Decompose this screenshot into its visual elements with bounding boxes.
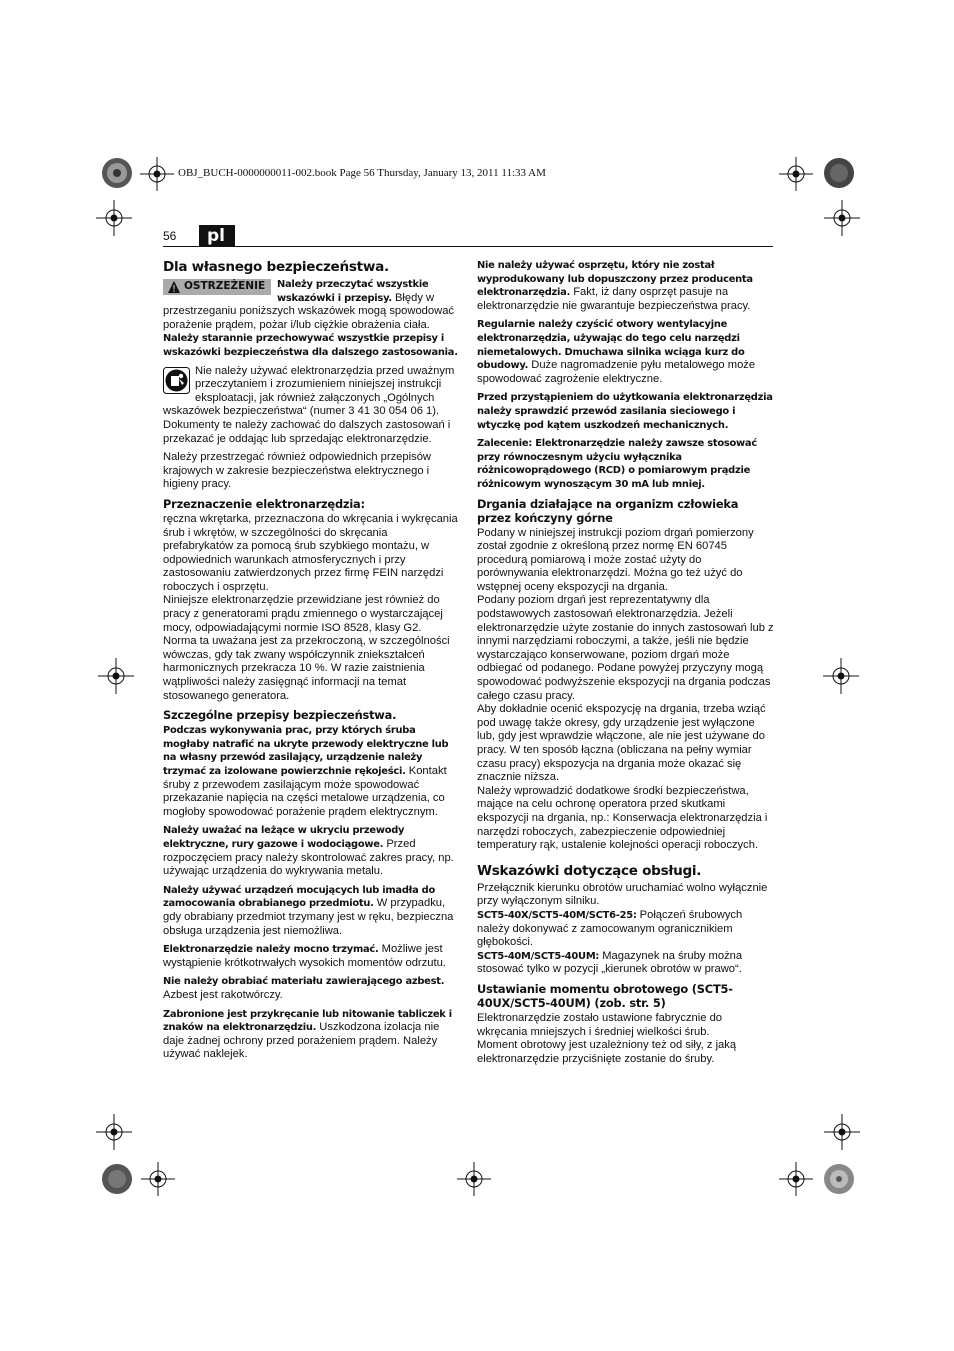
registration-mark-right-mid	[823, 658, 859, 694]
rule-3-bold: Należy używać urządzeń mocujących lub imadła do zamocowania obrabianego przedmiotu.	[163, 884, 436, 910]
registration-mark-tl-rosette	[100, 156, 134, 190]
warning-bold-text: Należy przeczytać wszystkie wskazówki i przepisy.	[277, 279, 429, 304]
vibration-text-4: Należy wprowadzić dodatkowe środki bezpieczeństwa, mające na celu ochronę operatora przed skutkami ekspozycji na drgania, np.: Konserwacja elektronarzędzia i narzędzi roboczych, zabezpieczenie odpowiedniej temperatury rąk, ustalenie kolejności operacji roboczych.	[477, 784, 768, 852]
registration-mark-left-mid	[98, 658, 134, 694]
vibration-text-2: Podany poziom drgań jest reprezentatywny dla podstawowych zastosowań elektronarzędzia. Jeżeli elektronarzędzie użyte zostanie do innych zastosowań lub z innymi narzędziami roboczymi, a także, jeśli nie będzie wystarczająco konserwowane, poziom drgań może odbiegać od podanego. Podane powyżej przyczyny mogą spowodować podwyższenie ekspozycji na drgania podczas całego czasu pracy.	[477, 594, 774, 702]
heading-safety: Dla własnego bezpieczeństwa.	[163, 259, 389, 275]
operation-text-1: Przełącznik kierunku obrotów uruchamiać wolno wyłącznie przy wyłączonym silniku.	[477, 881, 768, 908]
warning-block	[163, 278, 458, 332]
registration-mark-bl-crosshair	[141, 1162, 175, 1196]
warning-triangle-icon	[167, 280, 181, 294]
rule-6-text: Uszkodzona izolacja nie daje żadnej ochrony przed porażeniem prądem. Należy używać naklejek.	[163, 1021, 440, 1061]
rule-6-bold: Zabronione jest przykręcanie lub nitowanie tabliczek i znaków na elektronarzędziu.	[163, 1008, 452, 1034]
purpose-text: ręczna wkrętarka, przeznaczona do wkręcania i wykręcania śrub i wkrętów, w szczególności do skręcania prefabrykatów za pomocą śrub szybkiego montażu, w odpowiednich warunkach atmosferycznych i przy zastosowaniu zatwierdzonych przez firmę FEIN narzędzi roboczych i osprzętu.	[163, 512, 458, 593]
national-rules-text: Należy przestrzegać również odpowiednich przepisów krajowych w zakresie bezpieczeństwa elektrycznego i higieny pracy.	[163, 451, 432, 491]
registration-mark-tl-crosshair	[140, 157, 174, 191]
warning-badge	[163, 279, 271, 295]
registration-mark-tr-rosette	[822, 156, 856, 190]
heading-purpose: Przeznaczenie elektronarzędzia:	[163, 496, 365, 511]
manual-text: Nie należy używać elektronarzędzia przed uważnym przeczytaniem i zrozumieniem niniejszej instrukcji eksploatacji, jak również załączonych „Ogólnych wskazówek bezpieczeństwa“ (numer 3 41 30 054 06 1). Dokumenty te należy zachować do dalszych zastosowań i przekazać je oddając lub sprzedając elektronarzędzie.	[163, 364, 455, 445]
registration-mark-left-top	[96, 200, 132, 236]
rule-7-text: Fakt, iż dany osprzęt pasuje na elektronarzędzie nie gwarantuje bezpieczeństwa pracy.	[477, 286, 751, 312]
rule-2-bold: Należy uważać na leżące w ukryciu przewody elektryczne, rury gazowe i wodociągowe.	[163, 825, 405, 850]
print-header-line: OBJ_BUCH-0000000011-002.book Page 56 Thursday, January 13, 2011 11:33 AM	[178, 167, 546, 179]
rule-7-bold: Nie należy używać osprzętu, który nie został wyprodukowany lub dopuszczony przez producenta elektronarzędzia.	[477, 260, 753, 299]
warning-label: OSTRZEŻENIE	[184, 280, 266, 293]
operation-text-2: Połączeń śrubowych należy dokonywać z zamocowanym ogranicznikiem głębokości.	[477, 908, 743, 949]
header-rule	[163, 246, 773, 247]
torque-text-2: Moment obrotowy jest uzależniony też od siły, z jaką elektronarzędzie przyciśnięte zostanie do śruby.	[477, 1039, 737, 1065]
torque-text-1: Elektronarzędzie zostało ustawione fabrycznie do wkręcania mniejszych i średniej wielkości śrub.	[477, 1011, 723, 1038]
operation-text-3: Magazynek na śruby można stosować tylko w pozycji „kierunek obrotów w prawo“.	[477, 949, 743, 976]
registration-mark-tr-crosshair	[779, 157, 813, 191]
language-tab: pl	[199, 225, 235, 247]
heading-torque: Ustawianie momentu obrotowego (SCT5-40UX/SCT5-40UM) (zob. str. 5)	[477, 981, 733, 1010]
rule-8-bold: Regularnie należy czyścić otwory wentylacyjne elektronarzędzia, używając do tego celu narzędzi niemetalowych. Dmuchawa silnika wciąga kurz do obudowy.	[477, 319, 745, 372]
vibration-text-3: Aby dokładnie ocenić ekspozycję na drgania, trzeba wziąć pod uwagę także okresy, gdy urządzenie jest wyłączone lub, gdy jest wprawdzie włączone, ale nie jest używane do pracy. W ten sposób łączna (obliczana na pełny wymiar czasu pracy) ekspozycja na drgania może okazać się znacznie niższa.	[477, 703, 766, 784]
generator-text: Niniejsze elektronarzędzie przewidziane jest również do pracy z generatorami prądu zmiennego o wystarczającej mocy, odpowiadającymi normie ISO 8528, klasy G2. Norma ta uważana jest za przekroczoną, w szczególności wówczas, gdy tak zwany współczynnik zniekształceń harmonicznych przekracza 10 %. W razie zaistnienia wątpliwości należy zasięgnąć informacji na temat stosowanego generatora.	[163, 594, 450, 702]
registration-mark-br-rosette	[822, 1162, 856, 1196]
page-number: 56	[163, 229, 177, 243]
keep-instructions-text: Należy starannie przechowywać wszystkie przepisy i wskazówki bezpieczeństwa dla dalszego zastosowania.	[163, 333, 458, 358]
warning-text: Błędy w przestrzeganiu poniższych wskazówek mogą spowodować porażenie prądem, pożar i/lub ciężkie obrażenia ciała.	[163, 291, 455, 331]
left-column	[163, 259, 458, 1067]
rule-10-bold: Zalecenie: Elektronarzędzie należy zawsze stosować przy równoczesnym użyciu wyłącznika różnicowoprądowego (RCD) o pomiarowym prądzie różnicowym wynoszącym 30 mA lub mniej.	[477, 438, 757, 490]
operation-model-2: SCT5-40M/SCT5-40UM:	[477, 950, 600, 962]
registration-mark-left-bottom	[96, 1114, 132, 1150]
rule-4-bold: Elektronarzędzie należy mocno trzymać.	[163, 944, 379, 956]
rule-1-text: Kontakt śruby z przewodem zasilającym może spowodować przekazanie napięcia na części metalowe urządzenia, co mogłoby spowodować porażenie prądem elektrycznym.	[163, 765, 447, 818]
vibration-text-1: Podany w niniejszej instrukcji poziom drgań pomierzony został zgodnie z określoną przez normę EN 60745 procedurą pomiarową i może zostać użyty do porównywania elektronarzędzi. Można go też użyć do wstępnej oceny ekspozycji na drgania.	[477, 526, 754, 593]
rule-9-bold: Przed przystąpieniem do użytkowania elektronarzędzia należy sprawdzić przewód zasilania sieciowego i wtyczkę pod kątem uszkodzeń mechanicznych.	[477, 392, 773, 431]
rule-8-text: Duże nagromadzenie pyłu metalowego może spowodować zagrożenie elektryczne.	[477, 359, 756, 385]
heading-vibration: Drgania działające na organizm człowieka przez kończyny górne	[477, 496, 739, 525]
rule-3-text: W przypadku, gdy obrabiany przedmiot trzymany jest w ręku, bezpieczna obsługa urządzenia jest niemożliwa.	[163, 897, 454, 937]
rule-1-bold: Podczas wykonywania prac, przy których śruba mogłaby natrafić na ukryte przewody elektryczne lub na własny przewód zasilający, urządzenie należy trzymać za izolowane powierzchnie rękojeści.	[163, 725, 449, 777]
heading-operation: Wskazówki dotyczące obsługi.	[477, 862, 702, 879]
rule-2-text: Przed rozpoczęciem pracy należy skontrolować zakres pracy, np. używając urządzenia do wykrywania metalu.	[163, 837, 454, 878]
rule-5-text: Azbest jest rakotwórczy.	[163, 988, 283, 1001]
registration-mark-right-bottom	[824, 1114, 860, 1150]
right-column	[477, 259, 774, 1071]
rule-5-bold: Nie należy obrabiać materiału zawierającego azbest.	[163, 976, 445, 988]
registration-mark-right-top	[824, 200, 860, 236]
heading-special-rules: Szczególne przepisy bezpieczeństwa.	[163, 708, 397, 723]
registration-mark-br-crosshair	[779, 1162, 813, 1196]
read-manual-icon	[163, 367, 190, 394]
operation-model-1: SCT5-40X/SCT5-40M/SCT6-25:	[477, 909, 637, 921]
rule-4-text: Możliwe jest wystąpienie krótkotrwałych wysokich momentów odrzutu.	[163, 943, 446, 969]
registration-mark-bl-rosette	[100, 1162, 134, 1196]
registration-mark-bottom-center	[457, 1162, 491, 1196]
